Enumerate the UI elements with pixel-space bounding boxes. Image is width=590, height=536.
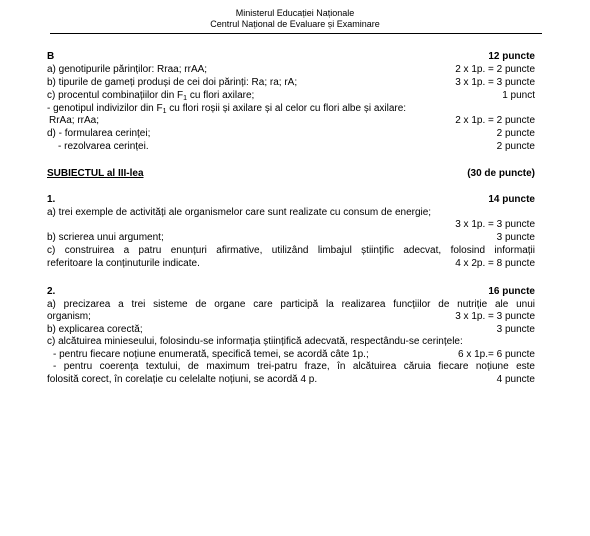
item-text: organism; [47,311,91,322]
item-2-a [47,299,535,311]
item-1-b [47,232,535,244]
item-score: 4 puncte [496,374,535,385]
item-1-points: 14 puncte [488,194,535,205]
item-2-b [47,324,535,336]
item-2-c1 [47,349,535,361]
section-b-label: B [47,51,55,62]
item-text: RrAa; rrAa; [49,115,100,126]
subject-3-title: SUBIECTUL al III-lea [47,168,144,179]
section-b-item-d2 [47,141,535,153]
item-text: - pentru coerența textului, de maximum trei-patru fraze, în alcătuirea căruia fiecare noțiune este [53,361,535,372]
item-score: 6 x 1p.= 6 puncte [457,349,535,360]
item-1-a-score-row [47,219,535,231]
item-score: 2 x 1p. = 2 puncte [455,115,535,126]
item-1-number: 1. [47,194,56,205]
item-text: c) procentul combinațiilor din $F_1$ cu flori axilare; [47,90,255,102]
header-divider [50,33,542,34]
item-2-c [47,336,535,348]
header-ministry: Ministerul Educației Naționale [235,8,355,18]
item-text: a) precizarea a trei sisteme de organe care participă la realizarea funcțiilor de nutriție ale unui [47,299,535,310]
item-score: 1 punct [502,90,535,101]
item-text: b) tipurile de gameți produși de cei doi părinți: Ra; ra; rA; [47,77,298,88]
item-text: - rezolvarea cerinței. [58,141,149,152]
item-text: c) alcătuirea minieseului, folosindu-se informația științifică adecvată, respectându-se cerințele: [47,336,463,347]
item-text: - pentru fiecare noțiune enumerată, specifică temei, se acordă câte 1p.; [53,349,369,360]
item-text: folosită corect, în corelație cu celelalte noțiuni, se acordă 4 p. [47,374,318,385]
item-text: a) trei exemple de activități ale organismelor care sunt realizate cu consum de energie; [47,207,432,218]
item-2-points: 16 puncte [488,286,535,297]
item-1-c-continued [47,258,535,270]
section-b-heading [47,51,535,63]
item-text: b) explicarea corectă; [47,324,143,335]
item-text: c) construirea a patru enunțuri afirmative, utilizând limbajul științific adecvat, folosind informații [47,245,535,256]
item-2-a-continued [47,311,535,323]
item-score: 3 puncte [496,232,535,243]
section-b-genotype-answer [47,115,535,127]
item-2-c2 [47,361,535,373]
subject-3-points: (30 de puncte) [467,168,535,179]
item-score: 2 x 1p. = 2 puncte [455,64,535,75]
item-text: referitoare la conținuturile indicate. [47,258,200,269]
item-text: d) - formularea cerinței; [47,128,151,139]
section-b-item-d1 [47,128,535,140]
header-center: Centrul Național de Evaluare și Examinare [210,19,380,29]
item-score: 3 x 1p. = 3 puncte [455,77,535,88]
item-score: 3 x 1p. = 3 puncte [455,219,535,230]
section-b-genotype [47,103,535,115]
item-1-c [47,245,535,257]
item-score: 2 puncte [496,128,535,139]
item-text: b) scrierea unui argument; [47,232,164,243]
section-b-item-a [47,64,535,76]
item-text: - genotipul indivizilor din $F_1$ cu flori roșii și axilare și al celor cu flori albe și axilare: [47,103,407,115]
subject-3-heading [47,168,535,180]
section-b-item-b [47,77,535,89]
section-b-points: 12 puncte [488,51,535,62]
item-score: 3 puncte [496,324,535,335]
item-1-heading [47,194,535,206]
item-score: 3 x 1p. = 3 puncte [455,311,535,322]
item-2-heading [47,286,535,298]
item-score: 4 x 2p. = 8 puncte [455,258,535,269]
section-b-item-c [47,90,535,102]
item-score: 2 puncte [496,141,535,152]
item-text: a) genotipurile părinților: Rraa; rrAA; [47,64,208,75]
item-2-c2-continued [47,374,535,386]
item-1-a [47,207,535,219]
item-2-number: 2. [47,286,56,297]
